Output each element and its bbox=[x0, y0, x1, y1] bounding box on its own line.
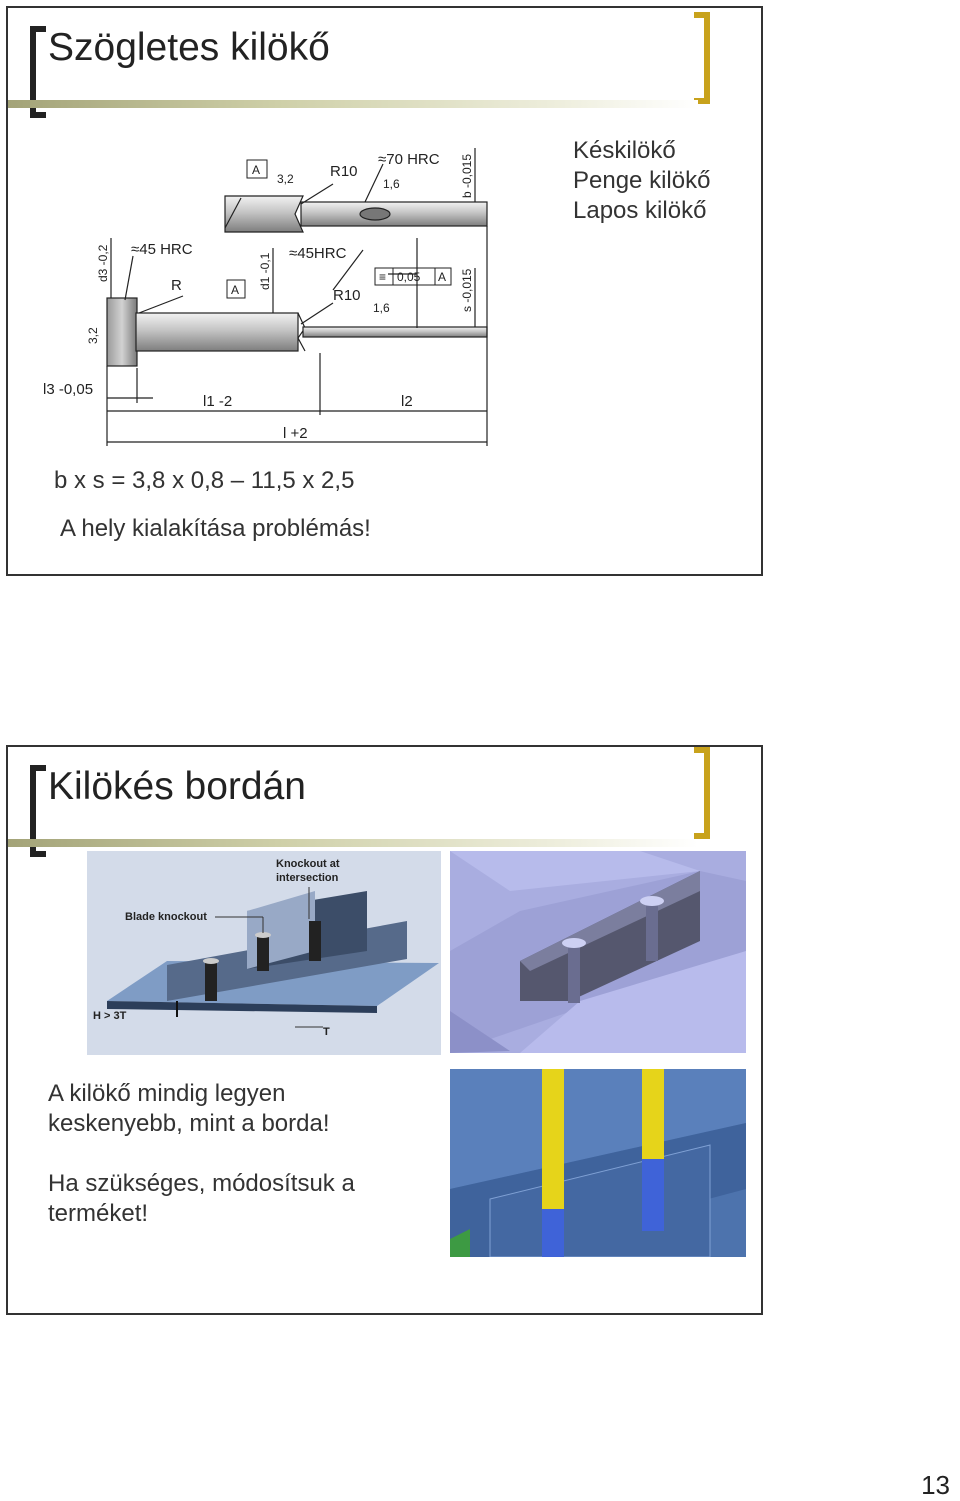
title-rule bbox=[8, 100, 698, 108]
knockout-at-label: Knockout at bbox=[276, 858, 340, 870]
tolerance-ref: A bbox=[438, 270, 447, 284]
l1-label: l1 -2 bbox=[203, 393, 233, 410]
type-2: Penge kilökő bbox=[573, 167, 711, 194]
b-label: b -0,015 bbox=[460, 153, 474, 198]
l-label: l +2 bbox=[283, 425, 308, 442]
d3-label: d3 -0,2 bbox=[96, 244, 110, 282]
slide-2-text-2-line-1: Ha szükséges, módosítsuk a bbox=[48, 1170, 355, 1197]
l2-label: l2 bbox=[401, 393, 413, 410]
s-label: s -0,015 bbox=[460, 268, 474, 312]
slide-1-title: Szögletes kilökő bbox=[48, 26, 330, 69]
svg-text:≡: ≡ bbox=[379, 270, 387, 284]
intersection-label: intersection bbox=[276, 872, 339, 884]
tolerance-label: 0,05 bbox=[397, 270, 421, 284]
slide-2-text-2-line-2: terméket! bbox=[48, 1200, 149, 1227]
t-label: T bbox=[323, 1026, 330, 1038]
roughness-32-label: 3,2 bbox=[277, 172, 294, 186]
note-text: A hely kialakítása problémás! bbox=[60, 515, 371, 542]
slide-2-text-1-line-1: A kilökő mindig legyen bbox=[48, 1080, 286, 1107]
dimensions-line: b x s = 3,8 x 0,8 – 11,5 x 2,5 bbox=[54, 467, 355, 494]
roughness-16a-label: 1,6 bbox=[383, 177, 400, 191]
hrc45b-label: ≈45HRC bbox=[289, 245, 347, 262]
rib-render-purple bbox=[450, 851, 746, 1053]
d1-label: d1 -0,1 bbox=[258, 252, 272, 290]
type-3: Lapos kilökő bbox=[573, 197, 707, 224]
r10b-label: R10 bbox=[333, 287, 361, 304]
h3t-label: H > 3T bbox=[93, 1010, 127, 1022]
ejector-pin-drawing bbox=[33, 128, 493, 448]
title-rule bbox=[8, 839, 698, 847]
r-label: R bbox=[171, 277, 182, 294]
hrc70-label: ≈70 HRC bbox=[378, 151, 440, 168]
title-bracket-right bbox=[694, 747, 710, 839]
r10a-label: R10 bbox=[330, 163, 358, 180]
roughness-32b-label: 3,2 bbox=[86, 327, 100, 344]
hrc45a-label: ≈45 HRC bbox=[131, 241, 193, 258]
blade-knockout-diagram bbox=[87, 851, 441, 1055]
datum-a2: A bbox=[231, 283, 240, 297]
pins-render-blue bbox=[450, 1069, 746, 1257]
slide-1 bbox=[6, 6, 763, 576]
roughness-16b-label: 1,6 bbox=[373, 301, 390, 315]
type-1: Késkilökő bbox=[573, 137, 676, 164]
page-number: 13 bbox=[921, 1470, 950, 1500]
slide-2-text-1-line-2: keskenyebb, mint a borda! bbox=[48, 1110, 330, 1137]
slide-2-title: Kilökés bordán bbox=[48, 765, 306, 808]
title-bracket-right bbox=[694, 12, 710, 104]
blade-knockout-label: Blade knockout bbox=[125, 911, 207, 923]
l3-label: l3 -0,05 bbox=[43, 381, 94, 398]
datum-a1: A bbox=[252, 163, 261, 177]
slide-2 bbox=[6, 745, 763, 1315]
